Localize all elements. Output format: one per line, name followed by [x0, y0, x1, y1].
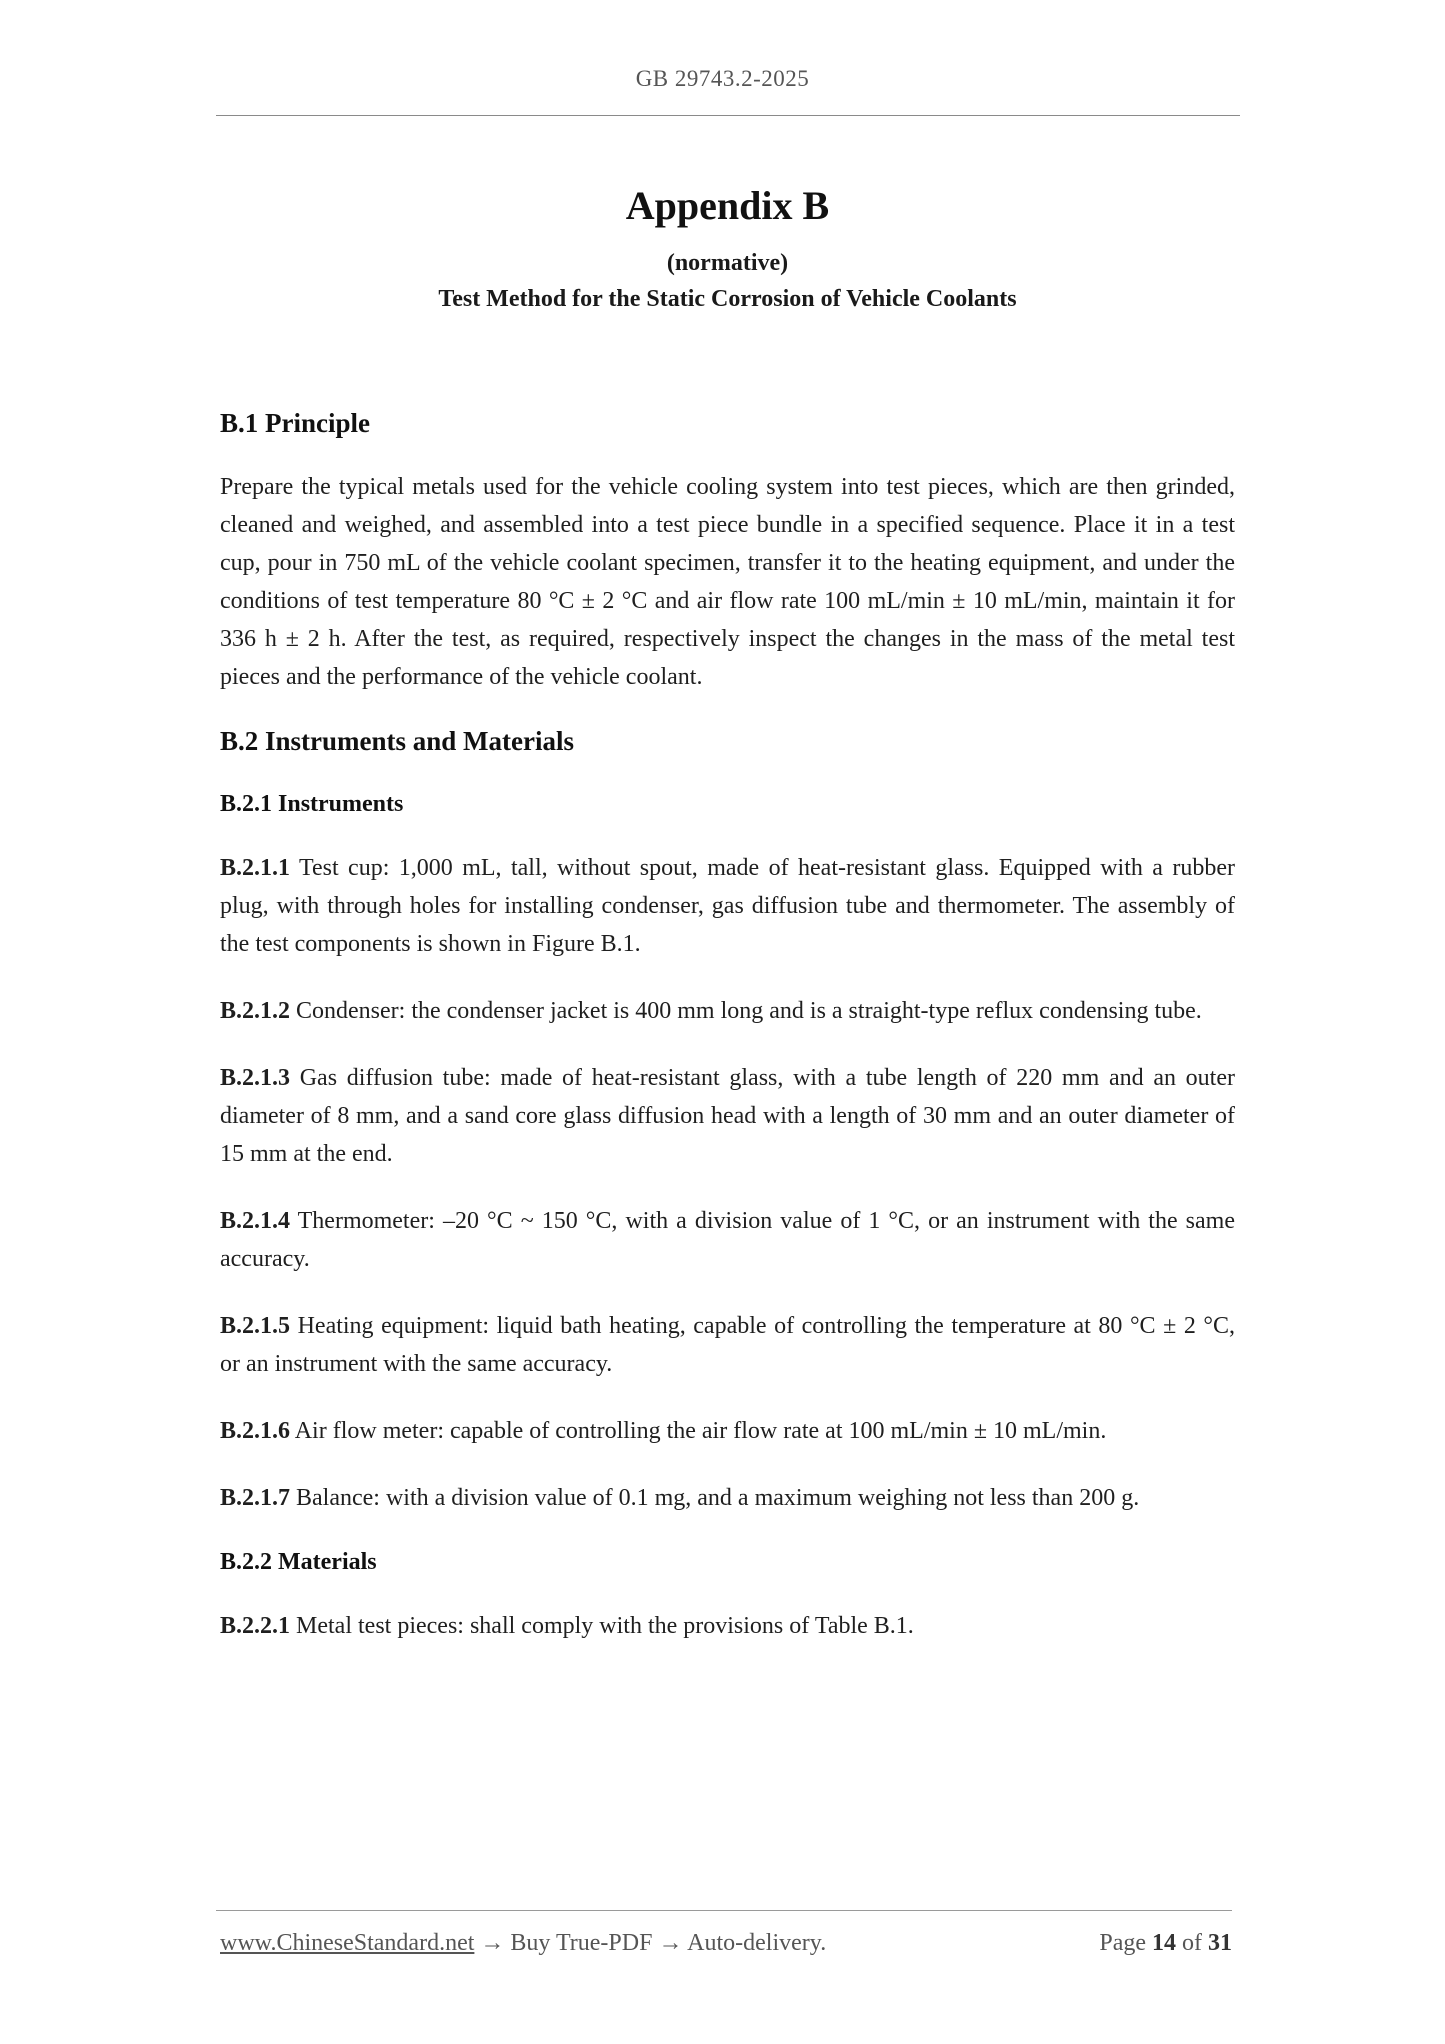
clause-number: B.2.1.2 [220, 998, 291, 1024]
footer-divider [216, 1910, 1232, 1911]
clause-text: Heating equipment: liquid bath heating, capable of controlling the temperature at 80 °C ± 2 °C, or an instrument with the same accuracy. [220, 1313, 1236, 1377]
appendix-title: Appendix B [625, 183, 830, 228]
of-label: of [1182, 1930, 1202, 1956]
page-footer [220, 1930, 1232, 1962]
clause-b214 [220, 1202, 1235, 1278]
clause-number: B.2.1.4 [220, 1208, 291, 1234]
subsection-heading-b22: B.2.2 Materials [220, 1549, 377, 1575]
clause-text: Air flow meter: capable of controlling the air flow rate at 100 mL/min ± 10 mL/min. [294, 1418, 1107, 1444]
subsection-heading-b21: B.2.1 Instruments [220, 791, 404, 817]
clause-number: B.2.1.3 [220, 1065, 291, 1091]
clause-number: B.2.1.6 [220, 1418, 291, 1444]
clause-b215 [220, 1307, 1235, 1383]
clause-text: Gas diffusion tube: made of heat-resistant glass, with a tube length of 220 mm and an outer diameter of 8 mm, and a sand core glass diffusion head with a length of 30 mm and an outer diameter of 15 mm at the end. [220, 1065, 1235, 1167]
page-label: Page [1099, 1930, 1146, 1956]
clause-number: B.2.1.5 [220, 1313, 291, 1339]
clause-b212 [220, 992, 1235, 1030]
clause-b217 [220, 1479, 1235, 1517]
arrow-icon: → [658, 1930, 683, 1956]
footer-promo [220, 1930, 826, 1957]
clause-b216 [220, 1412, 1235, 1450]
clause-b221 [220, 1607, 1235, 1645]
standard-id-header: GB 29743.2-2025 [635, 66, 810, 91]
clause-number: B.2.1.1 [220, 855, 291, 881]
clause-number: B.2.1.7 [220, 1485, 291, 1511]
buy-text: Buy True-PDF [510, 1930, 653, 1956]
total-pages: 31 [1208, 1930, 1232, 1956]
clause-number: B.2.2.1 [220, 1613, 291, 1639]
clause-text: Metal test pieces: shall comply with the provisions of Table B.1. [296, 1613, 914, 1639]
clause-text: Balance: with a division value of 0.1 mg, and a maximum weighing not less than 200 g. [296, 1485, 1140, 1511]
clause-b211 [220, 849, 1235, 963]
section-heading-b1: B.1 Principle [220, 408, 370, 438]
header-divider [216, 115, 1240, 116]
page-body [220, 170, 1235, 1645]
appendix-name: Test Method for the Static Corrosion of Vehicle Coolants [438, 286, 1017, 312]
clause-text: Thermometer: –20 °C ~ 150 °C, with a division value of 1 °C, or an instrument with the same accuracy. [220, 1208, 1235, 1272]
clause-text: Test cup: 1,000 mL, tall, without spout, made of heat-resistant glass. Equipped with a rubber plug, with through holes for installing condenser, gas diffusion tube and thermometer. The assembly of the test components is shown in Figure B.1. [220, 855, 1235, 957]
page-number [1099, 1930, 1232, 1957]
current-page: 14 [1152, 1930, 1176, 1956]
clause-b213 [220, 1059, 1235, 1173]
section-heading-b2: B.2 Instruments and Materials [220, 726, 575, 756]
paragraph-principle: Prepare the typical metals used for the vehicle cooling system into test pieces, which are then grinded, cleaned and weighed, and assembled into a test piece bundle in a specified sequence. Place it in a test cup, pour in 750 mL of the vehicle coolant specimen, transfer it to the heating equipment, and under the conditions of test temperature 80 °C ± 2 °C and air flow rate 100 mL/min ± 10 mL/min, maintain it for 336 h ± 2 h. After the test, as required, respectively inspect the changes in the mass of the metal test pieces and the performance of the vehicle coolant. [220, 474, 1235, 690]
appendix-type: (normative) [666, 250, 789, 276]
delivery-text: Auto-delivery. [687, 1930, 827, 1956]
clause-text: Condenser: the condenser jacket is 400 mm long and is a straight-type reflux condensing tube. [296, 998, 1202, 1024]
arrow-icon: → [480, 1930, 505, 1956]
site-link[interactable]: www.ChineseStandard.net [220, 1930, 475, 1956]
